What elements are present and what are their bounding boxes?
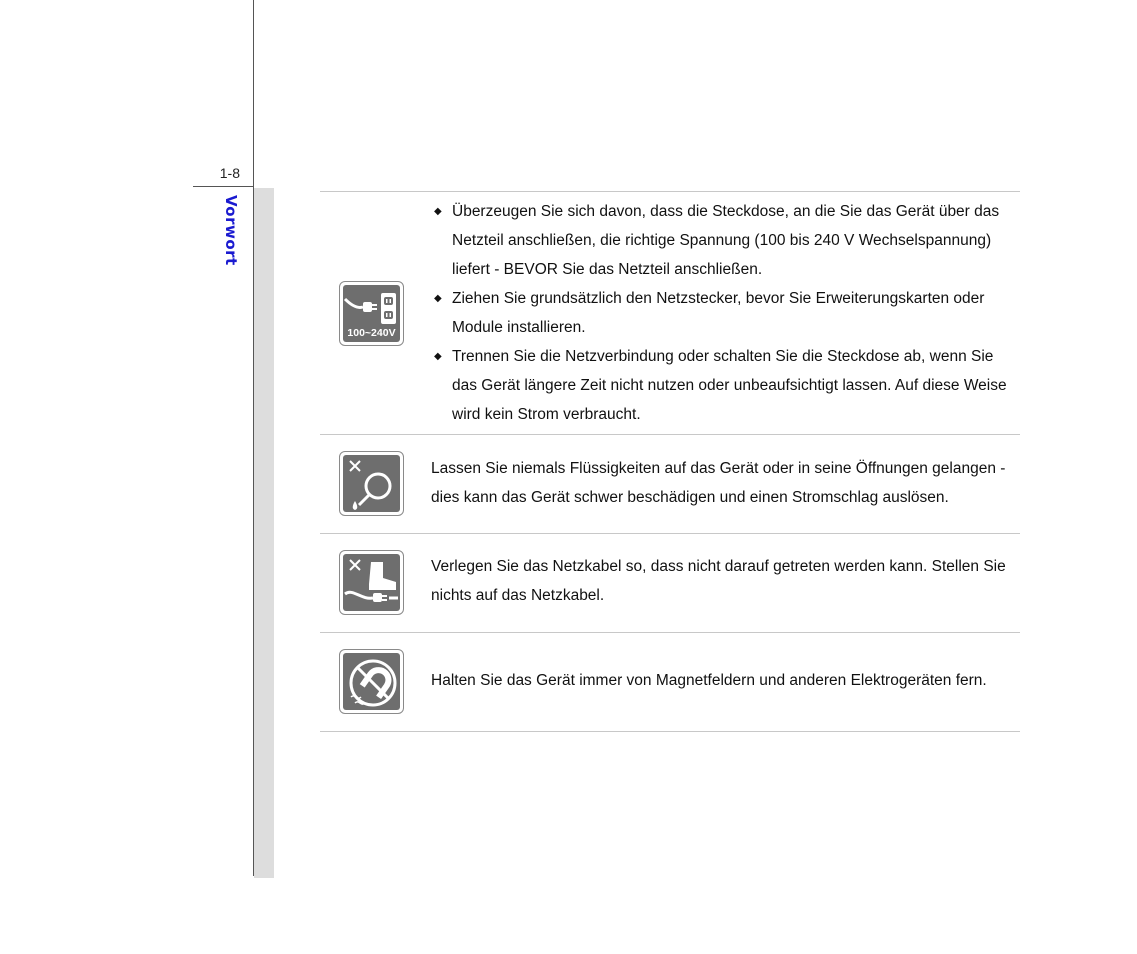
list-item [431,342,1021,429]
page-number-rule [193,186,254,187]
section-divider [320,191,1020,192]
chapter-label: Vorwort [222,195,240,266]
section-divider [320,434,1020,435]
list-item [431,284,1021,342]
list-item [431,197,1021,284]
power-safety-list [431,197,1021,429]
list-item-text: Überzeugen Sie sich davon, dass die Steckdose, an die Sie das Gerät über das Netzteil anschließen, die richtige Spannung (100 bis 240 V Wechselspannung) liefert - BEVOR Sie das Netzteil anschließen. [452,203,1000,278]
liquid-warning-text: Lassen Sie niemals Flüssigkeiten auf das Gerät oder in seine Öffnungen gelangen - dies kann das Gerät schwer beschädigen und einen Stromschlag auslösen. [431,460,1006,506]
section-divider [320,731,1020,732]
list-item-text: Ziehen Sie grundsätzlich den Netzstecker, bevor Sie Erweiterungskarten oder Module installieren. [452,290,985,336]
cable-warning-text: Verlegen Sie das Netzkabel so, dass nicht darauf getreten werden kann. Stellen Sie nichts auf das Netzkabel. [431,558,1006,604]
page-number: 1-8 [219,165,240,181]
power-outlet-icon [339,281,404,346]
chapter-band [254,188,274,878]
magnet-warning-text: Halten Sie das Gerät immer von Magnetfeldern und anderen Elektrogeräten fern. [431,672,987,689]
bullet-icon: ◆ [434,293,442,304]
section-divider [320,632,1020,633]
bullet-icon: ◆ [434,206,442,217]
no-magnet-icon [339,649,404,714]
list-item-text: Trennen Sie die Netzverbindung oder schalten Sie die Steckdose ab, wenn Sie das Gerät längere Zeit nicht nutzen oder unbeaufsichtigt lassen. Auf diese Weise wird kein Strom verbraucht. [452,348,1007,423]
section-divider [320,533,1020,534]
no-liquid-icon [339,451,404,516]
bullet-icon: ◆ [434,351,442,362]
voltage-caption: 100~240V [347,327,396,339]
no-step-on-cable-icon [339,550,404,615]
